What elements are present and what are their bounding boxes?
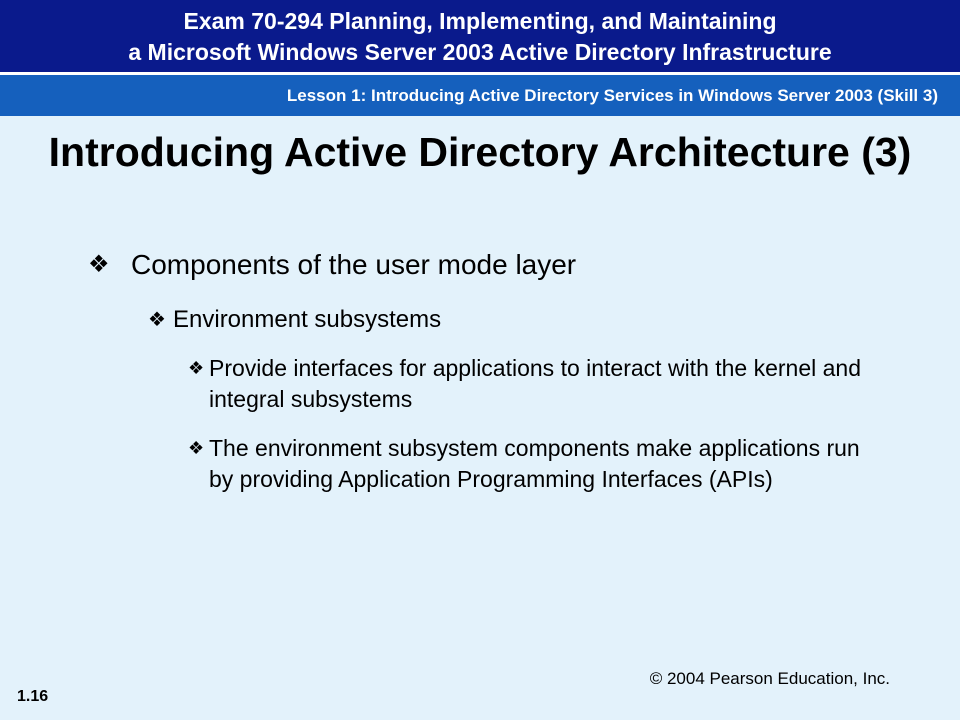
exam-title-line-1: Exam 70-294 Planning, Implementing, and Maintaining <box>183 8 777 34</box>
lesson-bar <box>0 75 960 116</box>
diamond-bullet-icon: ❖ <box>188 438 205 458</box>
slide-header <box>0 0 960 72</box>
slide-title: Introducing Active Directory Architecture (3) <box>48 129 912 175</box>
lesson-title: Lesson 1: Introducing Active Directory Services in Windows Server 2003 (Skill 3) <box>286 86 938 105</box>
bullet-text: The environment subsystem components make applications run by providing Application Programming Interfaces (APIs) <box>209 435 860 492</box>
diamond-bullet-icon: ❖ <box>188 358 205 378</box>
diamond-bullet-icon: ❖ <box>148 309 166 331</box>
bullet-text: Environment subsystems <box>173 306 442 333</box>
diamond-bullet-icon: ❖ <box>88 251 110 278</box>
bullet-text: Provide interfaces for applications to interact with the kernel and integral subsystems <box>209 355 862 412</box>
exam-title-line-2: a Microsoft Windows Server 2003 Active Directory Infrastructure <box>128 39 832 65</box>
slide-number: 1.16 <box>17 688 49 705</box>
copyright-notice: © 2004 Pearson Education, Inc. <box>649 669 890 688</box>
bullet-text: Components of the user mode layer <box>131 249 577 280</box>
